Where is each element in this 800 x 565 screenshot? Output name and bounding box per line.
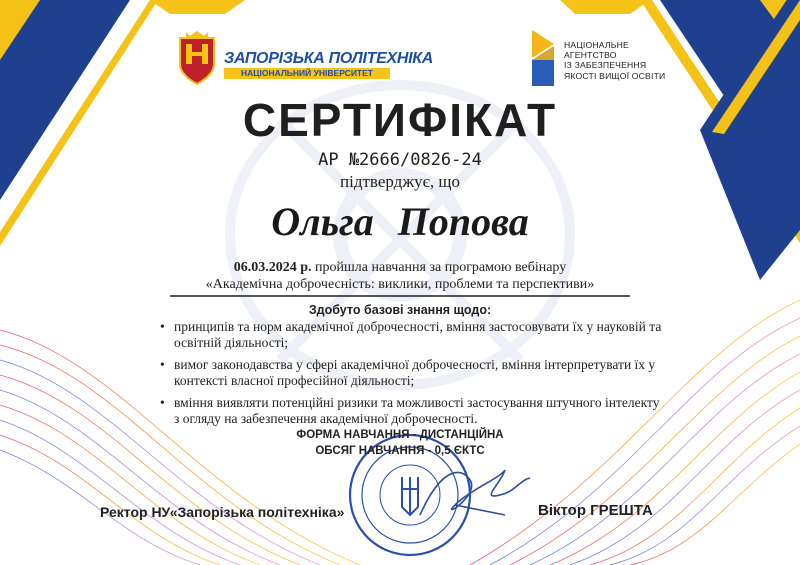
certificate-number: АР №2666/0826-24 (318, 150, 482, 170)
agency-name-line: ІЗ ЗАБЕЗПЕЧЕННЯ (564, 60, 647, 71)
study-volume: ОБСЯГ НАВЧАННЯ - 0,5 ЄКТС (315, 445, 485, 457)
top-gold-strip-right (560, 0, 650, 14)
university-name: ЗАПОРІЗЬКА ПОЛІТЕХНІКА (224, 50, 434, 67)
confirms-text: підтверджує, що (340, 172, 460, 191)
agency-name-line: АГЕНТСТВО (564, 50, 617, 61)
certificate-title: СЕРТИФІКАТ (242, 94, 558, 146)
university-crest-icon (172, 30, 222, 86)
list-item: • вміння виявляти потенційні ризики та можливості застосування штучного інтелекту з огляду на забезпечення академічної доброчесності. (174, 395, 664, 426)
program-title: «Академічна доброчесність: виклики, проблеми та перспективи» (205, 277, 595, 292)
rector-title: Ректор НУ«Запорізька політехніка» (100, 504, 345, 520)
university-subtitle: НАЦІОНАЛЬНИЙ УНІВЕРСИТЕТ (224, 68, 390, 79)
recipient-name: Ольга Попова (271, 199, 529, 244)
agency-name (564, 40, 665, 81)
knowledge-heading: Здобуто базові знання щодо: (308, 303, 492, 317)
divider (170, 295, 630, 297)
knowledge-list (158, 319, 664, 433)
agency-logo (528, 26, 678, 90)
agency-emblem-icon (528, 26, 560, 90)
agency-name-line: НАЦІОНАЛЬНЕ (564, 40, 629, 50)
list-item: • принципів та норм академічної доброчесності, вміння застосовувати їх у науковій та освітній діяльності; (174, 319, 664, 350)
completion-date: 06.03.2024 р. (233, 260, 312, 275)
form-of-study: ФОРМА НАВЧАННЯ - ДИСТАНЦІЙНА (296, 429, 504, 441)
university-logo (172, 30, 434, 86)
list-item: • вимог законодавства у сфері академічної доброчесності, вміння інтерпретувати їх у контексті власної професійної діяльності; (174, 357, 664, 388)
completion-statement (0, 259, 800, 293)
completion-text: пройшла навчання за програмою вебінару (311, 260, 567, 275)
agency-name-line: ЯКОСТІ ВИЩОЇ ОСВІТИ (564, 70, 666, 81)
rector-name: Віктор ГРЕШТА (538, 502, 653, 519)
